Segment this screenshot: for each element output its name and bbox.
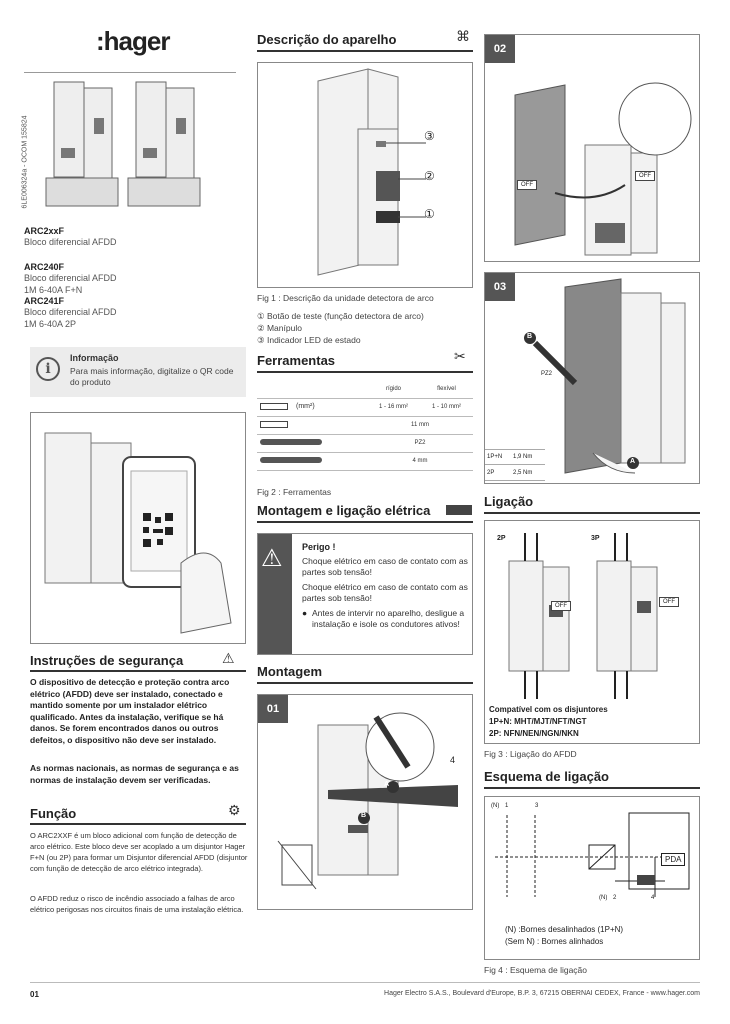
schema-note: (Sem N) : Bornes alinhados <box>505 937 604 946</box>
step02-illustration <box>485 35 699 261</box>
dimension-label: 4 <box>450 755 456 765</box>
product-desc: 1M 6-40A 2P <box>24 319 77 329</box>
divider <box>257 682 473 684</box>
table-cell: 1,9 Nm <box>513 454 533 460</box>
compat-1pn: 1P+N: MHT/MJT/NFT/NGT <box>489 717 587 726</box>
info-icon: i <box>36 357 60 381</box>
table-cell: 4 mm <box>367 452 473 470</box>
divider <box>484 512 700 514</box>
product-list <box>24 226 224 330</box>
step-marker: B <box>361 812 367 819</box>
wiring-label: 3P <box>591 535 600 542</box>
table-cell: 1 - 16 mm² <box>367 398 420 416</box>
doc-code: 6LE006324a - OCOM 155824 <box>21 115 29 209</box>
callout-3: ③ <box>424 129 435 143</box>
callout-1: ① <box>424 207 435 221</box>
qr-illustration-box <box>30 412 246 644</box>
step-number: 01 <box>258 695 288 723</box>
divider <box>30 670 246 672</box>
function-text: O ARC2XXF é um bloco adicional com função de detecção de arco elétrico. Este bloco deve ser acoplado a um disjuntor Hager F+N (ou 2P) para formar um Disjuntor diferencial AFDD (disjuntor com função de detecção de arco elétrico integrada). <box>30 831 248 873</box>
safety-text: O dispositivo de detecção e proteção contra arco elétrico (AFDD) deve ser instalado, conectado e mantido somente por um instalador elétrico qualificado. Antes da instalação, verifique se há danos. Se forem encontrados danos ou outros defeitos, o dispositivo não deve ser instalado. <box>30 677 230 745</box>
torque-table <box>485 449 545 481</box>
phillips-screwdriver-icon <box>260 439 322 445</box>
product-code: ARC241F <box>24 296 65 306</box>
warning-icon: ⚠ <box>261 545 283 572</box>
bullet: ● <box>302 608 308 618</box>
fig2-caption: Fig 2 : Ferramentas <box>257 487 332 497</box>
off-label: OFF <box>659 597 679 607</box>
desc-item: ② Manípulo <box>257 323 302 333</box>
product-desc: Bloco diferencial AFDD <box>24 307 117 317</box>
tool-label: PZ2 <box>541 371 553 377</box>
danger-box <box>257 533 473 655</box>
unit-label: (mm²) <box>296 403 315 411</box>
montagem-title: Montagem <box>257 664 322 679</box>
step-marker: A <box>384 781 390 788</box>
phone-scan-illustration <box>31 413 245 643</box>
expand-icon: ⌘ <box>456 28 470 44</box>
device-figure <box>257 62 473 288</box>
product-desc: Bloco diferencial AFDD <box>24 237 117 247</box>
schema-title: Esquema de ligação <box>484 769 609 784</box>
danger-text: Choque elétrico em caso de contato com as partes sob tensão! <box>302 556 468 577</box>
divider <box>257 521 473 523</box>
wiring-label: 2P <box>497 535 506 542</box>
off-label: OFF <box>517 180 537 190</box>
step-number: 02 <box>485 35 515 63</box>
schema-label: (N) <box>599 895 608 901</box>
tools-table <box>257 380 473 471</box>
table-cell: 2,5 Nm <box>513 469 533 476</box>
divider <box>30 823 246 825</box>
schema-note: (N) :Bornes desalinhados (1P+N) <box>505 925 624 934</box>
page-number: 01 <box>30 990 39 999</box>
danger-text: Choque elétrico em caso de contato com as partes sob tensão! <box>302 582 468 603</box>
info-text: Para mais informação, digitalize o QR code do produto <box>70 366 234 387</box>
table-header: rígido <box>367 380 420 398</box>
schema-box <box>484 796 700 960</box>
device-illustration <box>258 63 472 287</box>
brand-logo: :hager <box>96 26 170 56</box>
info-title: Informação <box>70 353 119 363</box>
table-cell: 11 mm <box>367 416 473 434</box>
footer-divider <box>30 982 700 983</box>
product-desc: Bloco diferencial AFDD <box>24 273 117 283</box>
desc-item: ① Botão de teste (função detectora de arco) <box>257 311 424 321</box>
compat-title: Compatível com os disjuntores <box>489 705 608 714</box>
off-label: OFF <box>551 601 571 611</box>
wiring-illustration <box>485 521 699 701</box>
footer-address: Hager Electro S.A.S., Boulevard d'Europe, B.P. 3, 67215 OBERNAI CEDEX, France - www.hager.com <box>384 990 700 997</box>
step01-illustration <box>258 695 472 909</box>
table-row <box>257 398 473 416</box>
wiring-box <box>484 520 700 744</box>
description-title: Descrição do aparelho <box>257 32 397 47</box>
schema-label: 2 <box>613 895 617 901</box>
wiring-title: Ligação <box>484 494 534 509</box>
product-illustration <box>36 78 236 218</box>
table-row <box>257 416 473 434</box>
pda-label: PDA <box>661 853 685 866</box>
table-cell: 1P+N <box>487 454 503 460</box>
tools-title: Ferramentas <box>257 353 336 368</box>
step02-box <box>484 34 700 262</box>
function-title: Função <box>30 806 77 821</box>
table-row <box>485 449 545 465</box>
danger-text: Antes de intervir no aparelho, desligue a instalação e isole os condutores ativos! <box>312 608 465 629</box>
step01-box <box>257 694 473 910</box>
table-cell: PZ2 <box>367 434 473 452</box>
divider <box>257 50 473 52</box>
table-row <box>485 465 545 481</box>
wire-icon <box>260 403 288 410</box>
mounting-title: Montagem e ligação elétrica <box>257 503 431 518</box>
table-row <box>257 380 473 398</box>
gears-icon: ⚙ <box>228 802 241 818</box>
table-row <box>257 452 473 470</box>
strip-length-icon <box>260 421 288 428</box>
divider <box>257 371 473 373</box>
info-box <box>30 347 246 397</box>
function-text: O AFDD reduz o risco de incêndio associado a falhas de arco elétrico perigosas nos circuitos finais de uma instalação elétrica. <box>30 894 244 914</box>
fig3-caption: Fig 3 : Ligação do AFDD <box>484 749 577 759</box>
divider <box>24 72 236 73</box>
desc-item: ③ Indicador LED de estado <box>257 335 361 345</box>
safety-person-icon: ⚠ <box>222 650 235 666</box>
fig4-caption: Fig 4 : Esquema de ligação <box>484 965 588 975</box>
wiring-icon <box>446 505 472 515</box>
flat-screwdriver-icon <box>260 457 322 463</box>
step-marker: A <box>630 458 636 465</box>
step-number: 03 <box>485 273 515 301</box>
danger-title: Perigo ! <box>302 542 336 552</box>
divider <box>484 787 700 789</box>
table-row <box>257 434 473 452</box>
compat-2p: 2P: NFN/NEN/NGN/NKN <box>489 729 579 738</box>
safety-text: As normas nacionais, as normas de segurança e as normas de instalação devem ser verificadas. <box>30 763 239 785</box>
safety-title: Instruções de segurança <box>30 653 184 668</box>
schema-label: (N) <box>491 803 500 809</box>
schema-diagram <box>485 797 699 907</box>
schema-label: 1 <box>505 803 509 809</box>
table-cell: 2P <box>487 469 495 476</box>
product-code: ARC240F <box>24 262 65 272</box>
schema-label: 4 <box>651 895 655 901</box>
product-code: ARC2xxF <box>24 226 65 236</box>
table-cell: 1 - 10 mm² <box>420 398 473 416</box>
fig1-caption: Fig 1 : Descrição da unidade detectora de arco <box>257 293 434 303</box>
table-header: flexível <box>420 380 473 398</box>
product-desc: 1M 6-40A F+N <box>24 285 83 295</box>
off-label: OFF <box>635 171 655 181</box>
schema-label: 3 <box>535 803 539 809</box>
step-marker: B <box>527 333 533 340</box>
step03-box <box>484 272 700 484</box>
tools-icon: ✂ <box>454 348 466 364</box>
callout-2: ② <box>424 169 435 183</box>
